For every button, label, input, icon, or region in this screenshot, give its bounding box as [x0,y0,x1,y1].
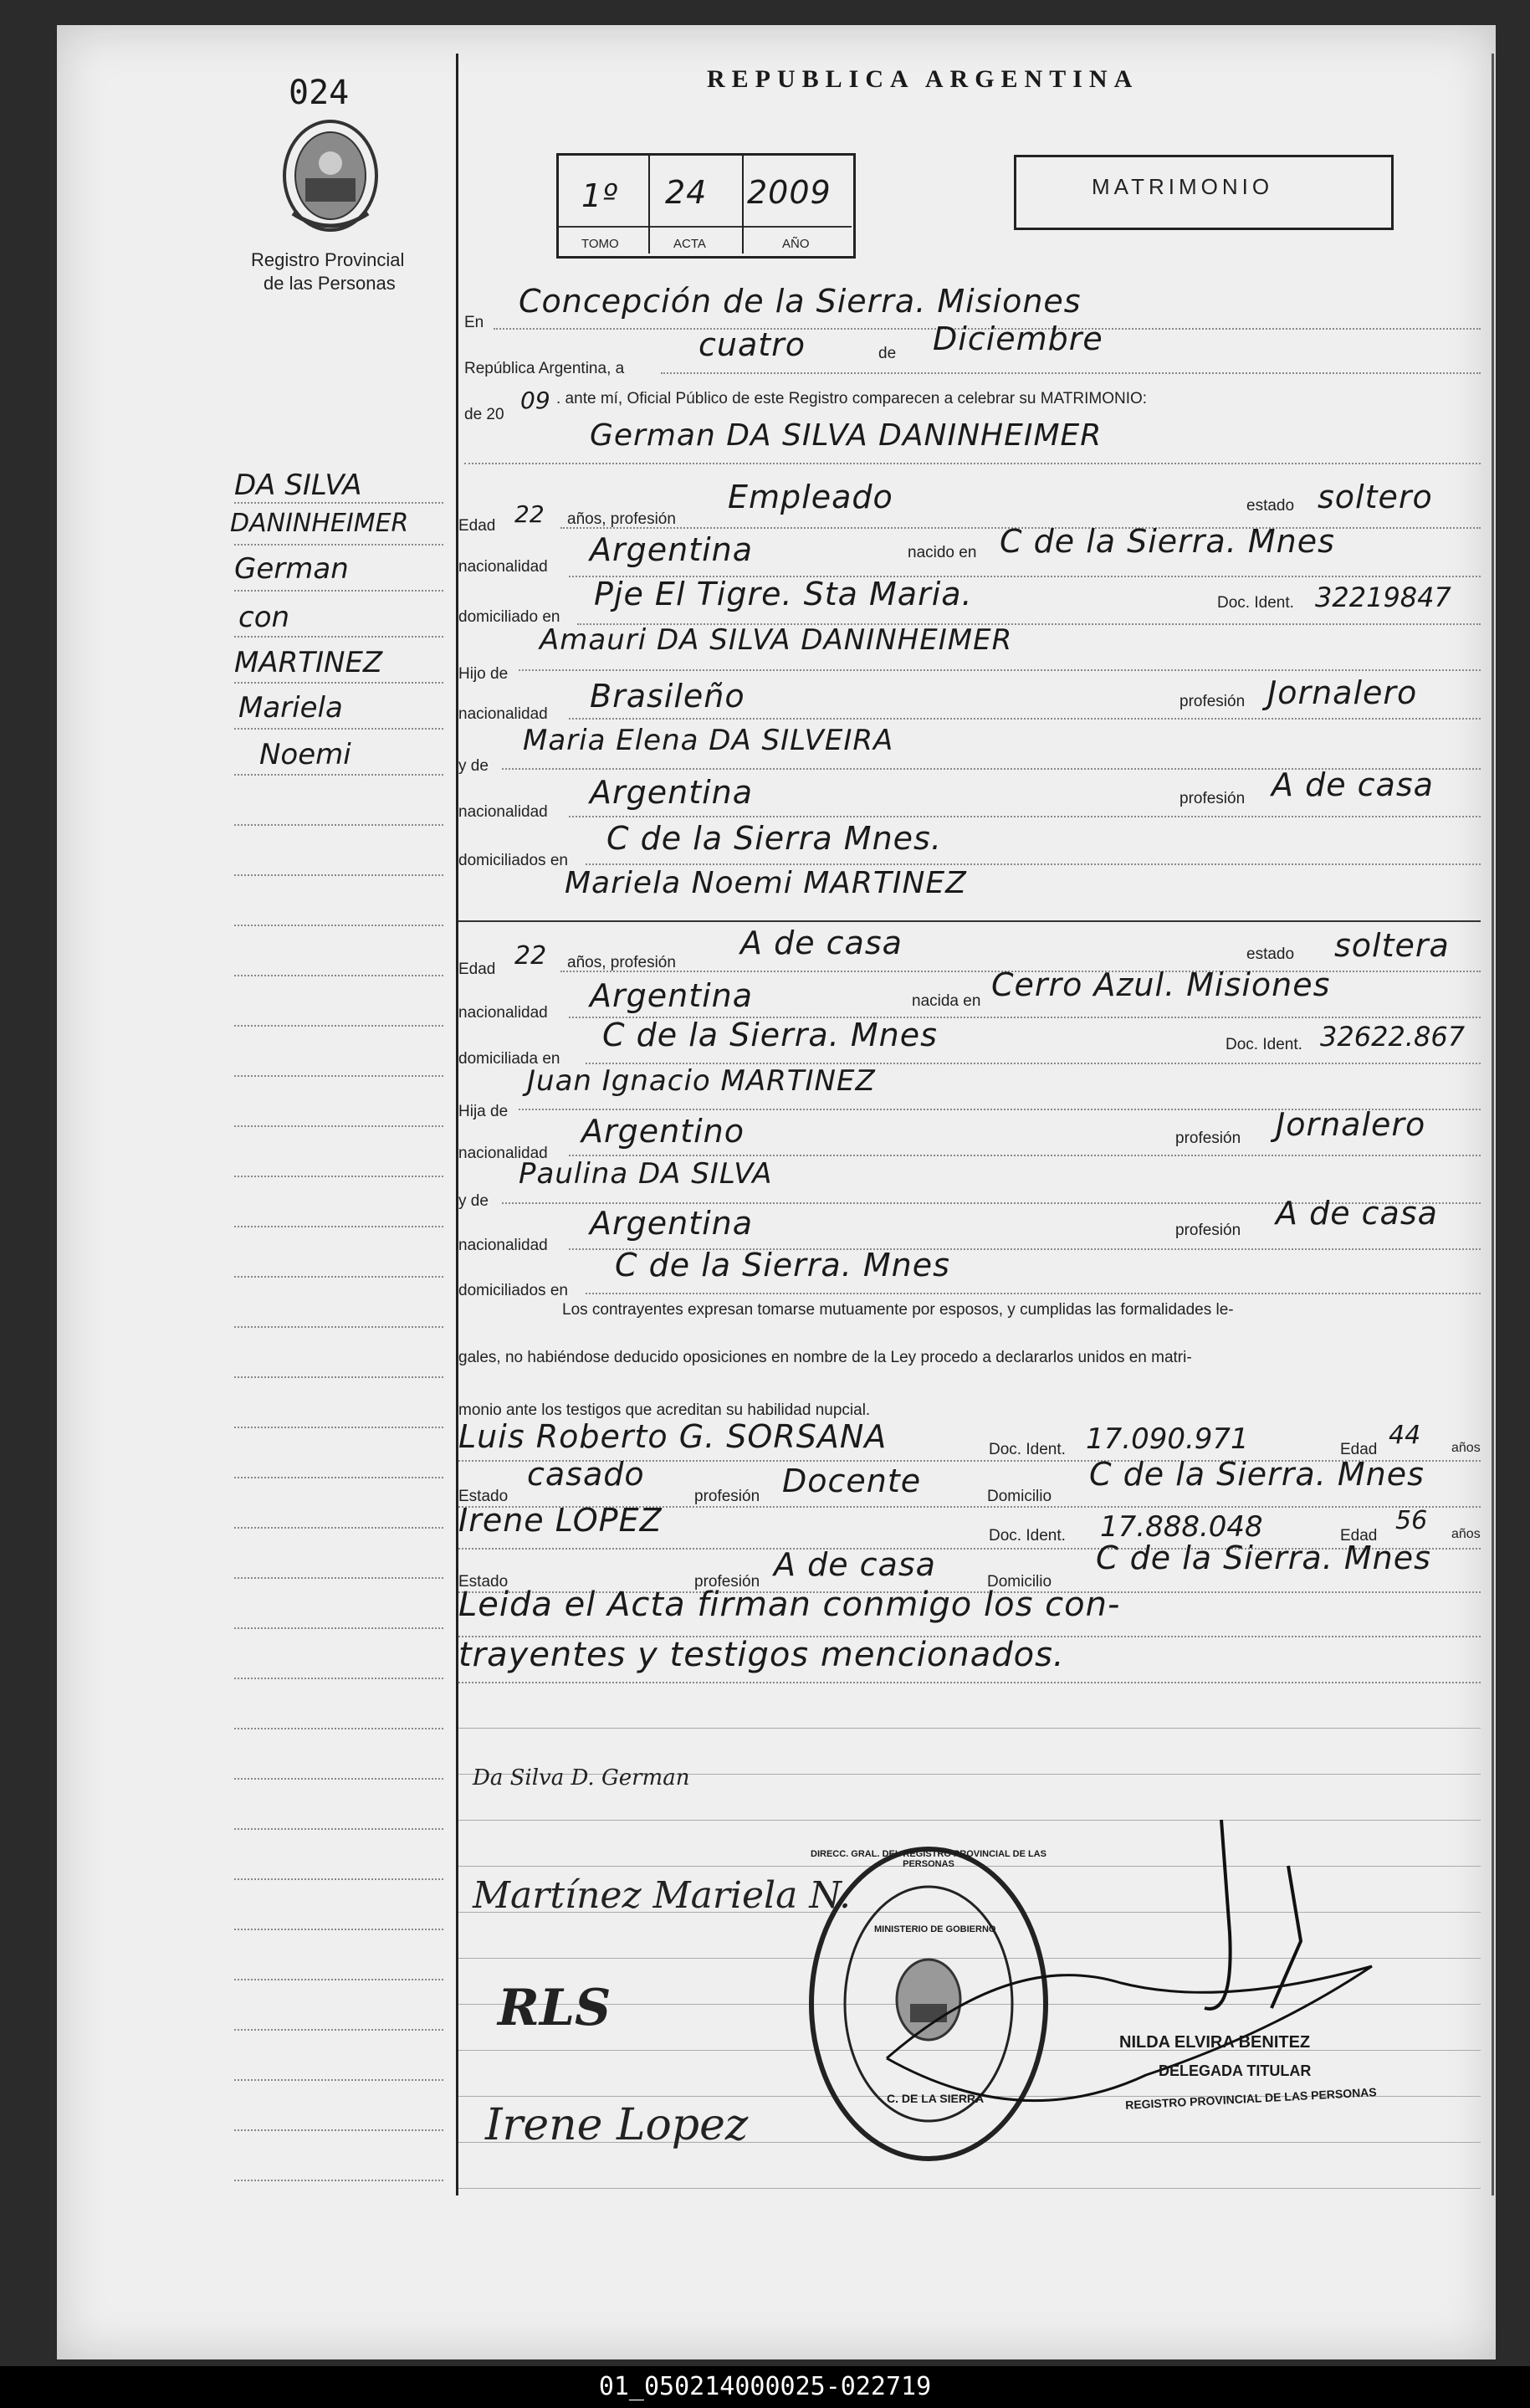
declaration-line1: Los contrayentes expresan tomarse mutuamente por esposos, y cumplidas las formalidades le- [562,1301,1234,1319]
label-profesion: profesión [1179,790,1246,807]
label-hija: Hija de [458,1103,509,1120]
intro-text: . ante mí, Oficial Público de este Registro comparecen a celebrar su MATRIMONIO: [556,390,1148,407]
bride-padre-nacionalidad: Argentino [581,1113,745,1150]
act-ref-divider [559,226,852,228]
label-anos-profesion: años, profesión [567,510,676,528]
label-estado: Estado [458,1488,509,1505]
official-office: REGISTRO PROVINCIAL DE LAS PERSONAS [1124,2085,1377,2112]
right-border [1492,54,1494,2195]
ano-label: AÑO [782,237,810,251]
signature-bride: Martínez Mariela N. [473,1874,852,1917]
stamp-bottom-text: C. DE LA SIERRA [887,2092,985,2105]
label-de-20: de 20 [464,406,504,423]
witness2-edad: 56 [1395,1506,1428,1535]
bride-padres-domicilio: C de la Sierra. Mnes [615,1247,950,1283]
label-anos: años [1451,1527,1481,1541]
margin-line-1: DA SILVA [234,469,362,502]
place-value: Concepción de la Sierra. Misiones [519,283,1082,320]
groom-madre-nacionalidad: Argentina [590,774,754,811]
rule [519,669,1481,672]
margin-line-7: Noemi [259,738,351,771]
groom-madre-profesion: A de casa [1272,766,1434,803]
label-estado: Estado [458,1573,509,1591]
bride-padre: Juan Ignacio MARTINEZ [527,1064,876,1098]
label-republica: República Argentina, a [464,360,625,377]
margin-rule [234,590,443,592]
ano-value: 2009 [747,174,832,211]
label-nacida: nacida en [912,992,981,1010]
groom-madre: Maria Elena DA SILVEIRA [523,724,894,757]
margin-rule [234,1527,443,1529]
rule [458,2188,1481,2189]
margin-line-3: German [234,552,349,586]
label-domiciliada: domiciliada en [458,1050,560,1068]
rule [661,372,1481,375]
label-domiciliado: domiciliado en [458,608,560,626]
bride-nacida-en: Cerro Azul. Misiones [991,966,1331,1003]
bride-profesion: A de casa [740,925,903,961]
witness1-edad: 44 [1389,1421,1421,1450]
rule [569,718,1481,720]
label-profesion: profesión [1179,693,1246,710]
label-doc: Doc. Ident. [1217,594,1294,612]
provincial-seal-icon [276,113,385,238]
margin-rule [234,1376,443,1379]
groom-padres-domicilio: C de la Sierra Mnes. [606,820,942,857]
rule [586,1293,1481,1295]
witness1-name: Luis Roberto G. SORSANA [458,1418,888,1455]
signature-witness2: Irene Lopez [485,2100,749,2150]
office-name-line2: de las Personas [264,273,396,294]
country-title: REPUBLICA ARGENTINA [707,65,1139,93]
margin-rule [234,728,443,730]
bride-madre-profesion: A de casa [1276,1195,1438,1232]
label-profesion: profesión [694,1488,760,1505]
label-nacionalidad: nacionalidad [458,1004,548,1022]
margin-rule [234,1678,443,1680]
label-de: de [878,345,897,362]
margin-rule [234,682,443,684]
label-domiciliados: domiciliados en [458,1282,568,1299]
margin-rule [234,502,443,505]
label-nacionalidad: nacionalidad [458,558,548,576]
margin-rule [234,1125,443,1128]
act-ref-col1 [648,156,650,254]
margin-rule [234,1075,443,1078]
label-en: En [464,314,484,331]
year-suffix: 09 [520,387,550,414]
stamp-inner-text: MINISTERIO DE GOBIERNO [874,1924,996,1934]
section-divider [458,920,1481,922]
signature-groom: Da Silva D. German [473,1765,690,1791]
margin-line-2: DANINHEIMER [230,509,409,538]
label-nacionalidad: nacionalidad [458,705,548,723]
margin-rule [234,1627,443,1630]
label-yde: y de [458,757,489,775]
groom-doc: 32219847 [1315,582,1451,613]
margin-rule [234,1025,443,1027]
label-domiciliados: domiciliados en [458,852,568,869]
margin-rule [234,1778,443,1780]
margin-rule [234,975,443,977]
groom-edad: 22 [514,500,545,528]
margin-rule [234,824,443,827]
bride-doc: 32622.867 [1320,1021,1466,1053]
margin-rule [234,774,443,776]
witness1-profesion: Docente [782,1463,922,1499]
label-doc: Doc. Ident. [989,1441,1066,1458]
declaration-line2: gales, no habiéndose deducido oposiciones en nombre de la Ley procedo a declararlos unidos en matri- [458,1349,1192,1366]
margin-rule [234,1728,443,1730]
acta-label: ACTA [673,237,706,251]
label-profesion: profesión [694,1573,760,1591]
day-value: cuatro [698,326,806,363]
margin-line-6: Mariela [238,691,343,725]
margin-rule [234,1276,443,1278]
label-hijo: Hijo de [458,665,509,683]
label-doc: Doc. Ident. [1226,1036,1302,1053]
label-edad: Edad [1340,1527,1378,1545]
label-edad: Edad [458,961,496,978]
official-name: NILDA ELVIRA BENITEZ [1119,2033,1311,2052]
witness2-name: Irene LOPEZ [458,1502,663,1539]
office-name-line1: Registro Provincial [251,249,405,270]
margin-rule [234,544,443,546]
groom-domicilio: Pje El Tigre. Sta Maria. [594,576,973,612]
margin-rule [234,1929,443,1931]
official-role: DELEGADA TITULAR [1159,2062,1312,2079]
bride-domicilio: C de la Sierra. Mnes [602,1017,938,1053]
groom-padre-nacionalidad: Brasileño [590,678,745,715]
margin-rule [234,2029,443,2031]
margin-line-5: MARTINEZ [234,646,383,679]
signature-witness1: RLS [498,1979,611,2037]
left-margin-divider [456,54,458,2195]
label-estado: estado [1246,945,1295,963]
margin-rule [234,1828,443,1831]
margin-rule [234,2180,443,2182]
act-type-label: MATRIMONIO [1092,174,1274,199]
label-nacionalidad: nacionalidad [458,1237,548,1254]
witness2-profesion: A de casa [774,1546,936,1583]
margin-rule [234,1226,443,1228]
label-edad: Edad [1340,1441,1378,1458]
witness1-domicilio: C de la Sierra. Mnes [1089,1456,1425,1493]
label-profesion: profesión [1175,1222,1241,1239]
margin-rule [234,1427,443,1429]
bride-estado: soltera [1334,927,1450,964]
groom-nacido-en: C de la Sierra. Mnes [1000,523,1335,560]
witness1-doc: 17.090.971 [1086,1422,1249,1456]
margin-rule [234,636,443,638]
margin-line-4: con [238,601,290,634]
rule [458,1682,1481,1684]
label-doc: Doc. Ident. [989,1527,1066,1545]
margin-rule [234,1878,443,1881]
groom-name: German DA SILVA DANINHEIMER [590,418,1103,453]
acta-value: 24 [665,174,708,211]
bride-edad: 22 [514,941,547,971]
rule [458,1728,1481,1729]
label-anos: años [1451,1441,1481,1455]
label-domicilio: Domicilio [987,1573,1052,1591]
label-edad: Edad [458,517,496,535]
bride-name: Mariela Noemi MARTINEZ [565,866,967,900]
closing-line2: trayentes y testigos mencionados. [458,1636,1065,1674]
groom-nacionalidad: Argentina [590,531,754,568]
footer-filename: 01_050214000025-022719 [0,2366,1530,2408]
witness2-doc: 17.888.048 [1100,1510,1263,1544]
closing-line1: Leida el Acta firman conmigo los con- [458,1586,1121,1624]
witness1-estado: casado [527,1456,645,1493]
label-domicilio: Domicilio [987,1488,1052,1505]
groom-padre-profesion: Jornalero [1267,674,1418,711]
groom-estado: soltero [1318,479,1433,515]
label-nacionalidad: nacionalidad [458,803,548,821]
margin-rule [234,1176,443,1178]
label-estado: estado [1246,497,1295,515]
label-yde: y de [458,1192,489,1210]
margin-rule [234,1326,443,1329]
declaration-line3: monio ante los testigos que acreditan su habilidad nupcial. [458,1401,871,1419]
label-anos-profesion: años, profesión [567,954,676,971]
margin-rule [234,1577,443,1580]
margin-rule [234,2129,443,2132]
rule [464,463,1481,465]
tomo-label: TOMO [581,237,619,251]
month-value: Diciembre [933,320,1103,357]
bride-nacionalidad: Argentina [590,977,754,1014]
margin-rule [234,925,443,927]
groom-padre: Amauri DA SILVA DANINHEIMER [540,623,1013,657]
label-nacionalidad: nacionalidad [458,1145,548,1162]
folio-number: 024 [289,74,350,112]
label-nacido: nacido en [908,544,977,561]
groom-profesion: Empleado [728,479,893,515]
bride-madre: Paulina DA SILVA [519,1157,773,1191]
act-ref-col2 [742,156,744,254]
stamp-ring-text: DIRECC. GRAL. DEL REGISTRO PROVINCIAL DE LAS PERSONAS [811,1849,1046,1869]
margin-rule [234,2079,443,2082]
witness2-domicilio: C de la Sierra. Mnes [1096,1540,1431,1576]
margin-rule [234,874,443,877]
margin-rule [234,1979,443,1981]
tomo-value: 1º [581,177,619,214]
rule [569,816,1481,818]
margin-rule [234,1477,443,1479]
bride-madre-nacionalidad: Argentina [590,1205,754,1242]
bride-padre-profesion: Jornalero [1276,1106,1426,1143]
label-profesion: profesión [1175,1130,1241,1147]
